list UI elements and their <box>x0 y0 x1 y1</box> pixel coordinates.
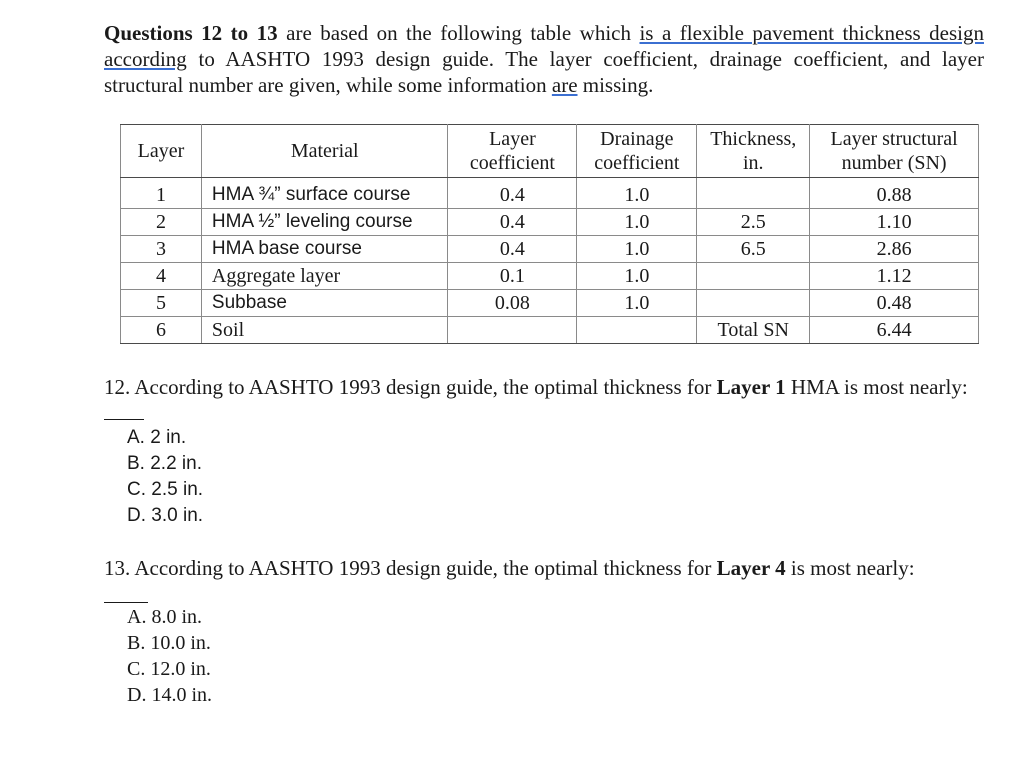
cell-layer-coefficient: 0.4 <box>448 236 577 263</box>
q12-choice-b: B. 2.2 in. <box>127 453 202 474</box>
q13-text-b: is most nearly: <box>785 556 915 580</box>
cell-total-sn-label: Total SN <box>697 317 810 344</box>
cell-layer-coefficient <box>448 317 577 344</box>
table-row <box>121 317 979 344</box>
table-row <box>121 236 979 263</box>
cell-drainage-coefficient: 1.0 <box>577 263 697 290</box>
cell-structural-number: 0.88 <box>810 178 979 209</box>
q13-answer-blank <box>104 602 148 603</box>
header-layer-coefficient: Layer coefficient <box>448 125 577 178</box>
cell-layer: 1 <box>121 178 202 209</box>
question-13 <box>104 555 984 581</box>
q12-choices <box>127 425 203 529</box>
cell-material: HMA base course <box>201 236 448 263</box>
intro-text-a: are based on the following table which <box>277 21 640 45</box>
cell-material: HMA ¾” surface course <box>201 178 448 209</box>
intro-underlined-phrase: is a flexible pavement thickness design according <box>104 21 984 71</box>
cell-layer: 5 <box>121 290 202 317</box>
cell-thickness <box>697 263 810 290</box>
cell-layer-coefficient: 0.1 <box>448 263 577 290</box>
q13-bold: Layer 4 <box>716 556 786 580</box>
q12-bold: Layer 1 <box>716 375 786 399</box>
cell-drainage-coefficient: 1.0 <box>577 209 697 236</box>
cell-thickness: 2.5 <box>697 209 810 236</box>
intro-paragraph <box>104 20 984 98</box>
intro-are-word: are <box>551 73 578 97</box>
cell-layer-coefficient: 0.4 <box>448 209 577 236</box>
cell-drainage-coefficient: 1.0 <box>577 236 697 263</box>
table-row <box>121 263 979 290</box>
intro-text-c: missing. <box>577 73 654 97</box>
cell-thickness <box>697 290 810 317</box>
q13-choice-b: B. 10.0 in. <box>127 632 211 654</box>
table-row <box>121 209 979 236</box>
cell-layer: 4 <box>121 263 202 290</box>
intro-text-b: to AASHTO 1993 design guide. The layer coefficient, drainage coefficient, and layer structural number are given, while some information <box>104 47 984 97</box>
q13-choice-a: A. 8.0 in. <box>127 606 202 628</box>
cell-structural-number: 1.12 <box>810 263 979 290</box>
q13-text-a: 13. According to AASHTO 1993 design guide, the optimal thickness for <box>104 556 717 580</box>
cell-layer: 3 <box>121 236 202 263</box>
cell-drainage-coefficient: 1.0 <box>577 290 697 317</box>
cell-structural-number: 0.48 <box>810 290 979 317</box>
q13-choice-c: C. 12.0 in. <box>127 658 211 680</box>
cell-drainage-coefficient <box>577 317 697 344</box>
cell-structural-number: 2.86 <box>810 236 979 263</box>
q12-choice-d: D. 3.0 in. <box>127 505 204 526</box>
intro-lead: Questions 12 to 13 <box>104 21 278 45</box>
q12-answer-blank <box>104 401 144 420</box>
cell-drainage-coefficient: 1.0 <box>577 178 697 209</box>
cell-material: HMA ½” leveling course <box>201 209 448 236</box>
question-12 <box>104 374 984 426</box>
header-drainage-coefficient: Drainage coefficient <box>577 125 697 178</box>
q13-choice-d: D. 14.0 in. <box>127 684 212 706</box>
cell-layer-coefficient: 0.4 <box>448 178 577 209</box>
header-material: Material <box>201 125 448 178</box>
q12-choice-a: A. 2 in. <box>127 427 187 448</box>
cell-total-sn-value: 6.44 <box>810 317 979 344</box>
header-structural-number: Layer structural number (SN) <box>810 125 979 178</box>
q12-text-b: HMA is most nearly: <box>785 375 968 399</box>
cell-material: Subbase <box>201 290 448 317</box>
cell-layer-coefficient: 0.08 <box>448 290 577 317</box>
pavement-design-table <box>120 124 979 344</box>
q12-choice-c: C. 2.5 in. <box>127 479 204 500</box>
table-row <box>121 178 979 209</box>
cell-layer: 6 <box>121 317 202 344</box>
table-header-row <box>121 125 979 178</box>
header-layer: Layer <box>121 125 202 178</box>
cell-thickness <box>697 178 810 209</box>
q12-text-a: 12. According to AASHTO 1993 design guide, the optimal thickness for <box>104 375 717 399</box>
cell-structural-number: 1.10 <box>810 209 979 236</box>
cell-layer: 2 <box>121 209 202 236</box>
cell-material: Aggregate layer <box>201 263 448 290</box>
q13-choices <box>127 604 212 708</box>
header-thickness: Thickness, in. <box>697 125 810 178</box>
cell-thickness: 6.5 <box>697 236 810 263</box>
cell-material: Soil <box>201 317 448 344</box>
table-row <box>121 290 979 317</box>
